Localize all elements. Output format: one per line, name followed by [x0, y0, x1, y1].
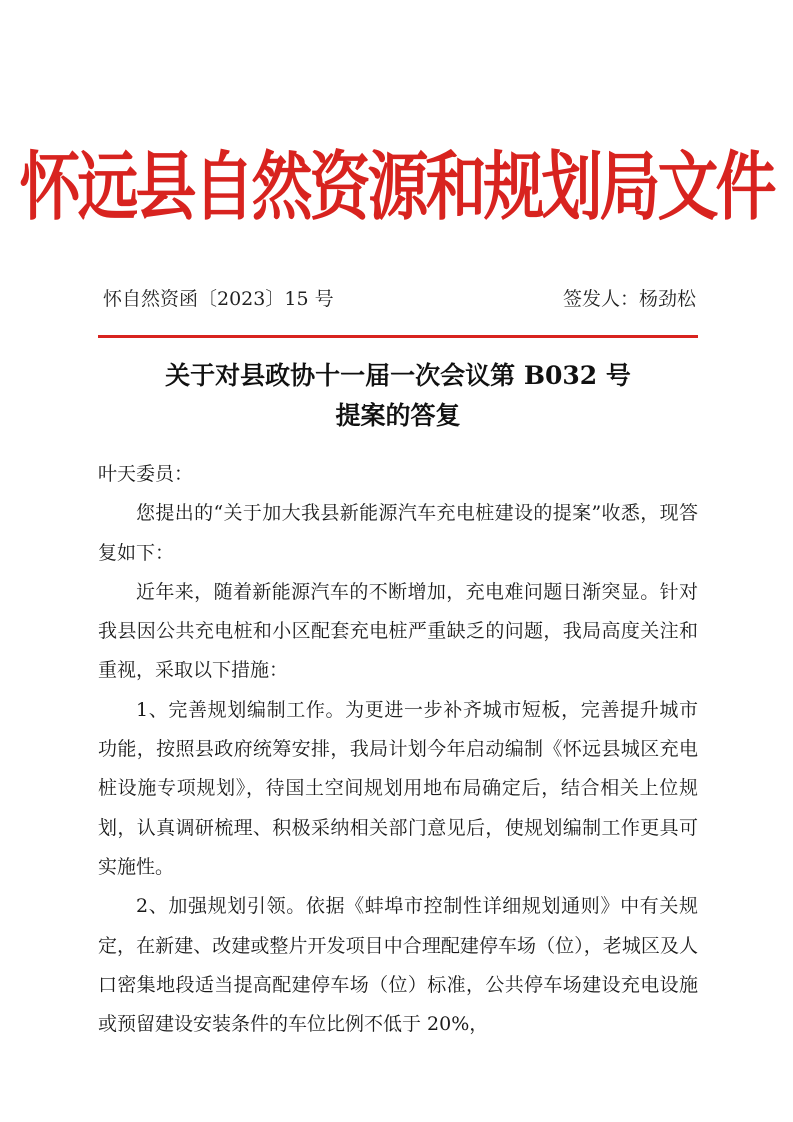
document-meta-row	[103, 284, 696, 314]
body-paragraph-2: 近年来，随着新能源汽车的不断增加，充电难问题日渐突显。针对我县因公共充电桩和小区配套充电桩严重缺乏的问题，我局高度关注和重视，采取以下措施：	[98, 580, 698, 682]
signer-line: 签发人：杨劲松	[562, 288, 696, 310]
document-subject	[98, 356, 698, 436]
document-body	[98, 455, 698, 1044]
document-number: 怀自然资函〔2023〕15 号	[103, 288, 334, 310]
salutation: 叶天委员：	[98, 463, 194, 485]
subject-line-1: 关于对县政协十一届一次会议第 B032 号	[165, 361, 631, 390]
body-paragraph-4: 2、加强规划引领。依据《蚌埠市控制性详细规划通则》中有关规定，在新建、改建或整片开发项目中合理配建停车场（位），老城区及人口密集地段适当提高配建停车场（位）标准，公共停车场建设充电设施或预留建设安装条件的车位比例不低于 20%，	[98, 895, 698, 1036]
red-separator-line	[98, 335, 698, 338]
subject-line-2: 提案的答复	[335, 401, 461, 430]
body-paragraph-3: 1、完善规划编制工作。为更进一步补齐城市短板，完善提升城市功能，按照县政府统筹安排，我局计划今年启动编制《怀远县城区充电桩设施专项规划》，待国土空间规划用地布局确定后，结合相关上位规划，认真调研梳理、积极采纳相关部门意见后，使规划编制工作更具可实施性。	[98, 698, 698, 878]
agency-masthead-title: 怀远县自然资源和规划局文件	[19, 144, 774, 231]
body-paragraph-1: 您提出的“关于加大我县新能源汽车充电桩建设的提案”收悉，现答复如下：	[98, 502, 698, 564]
